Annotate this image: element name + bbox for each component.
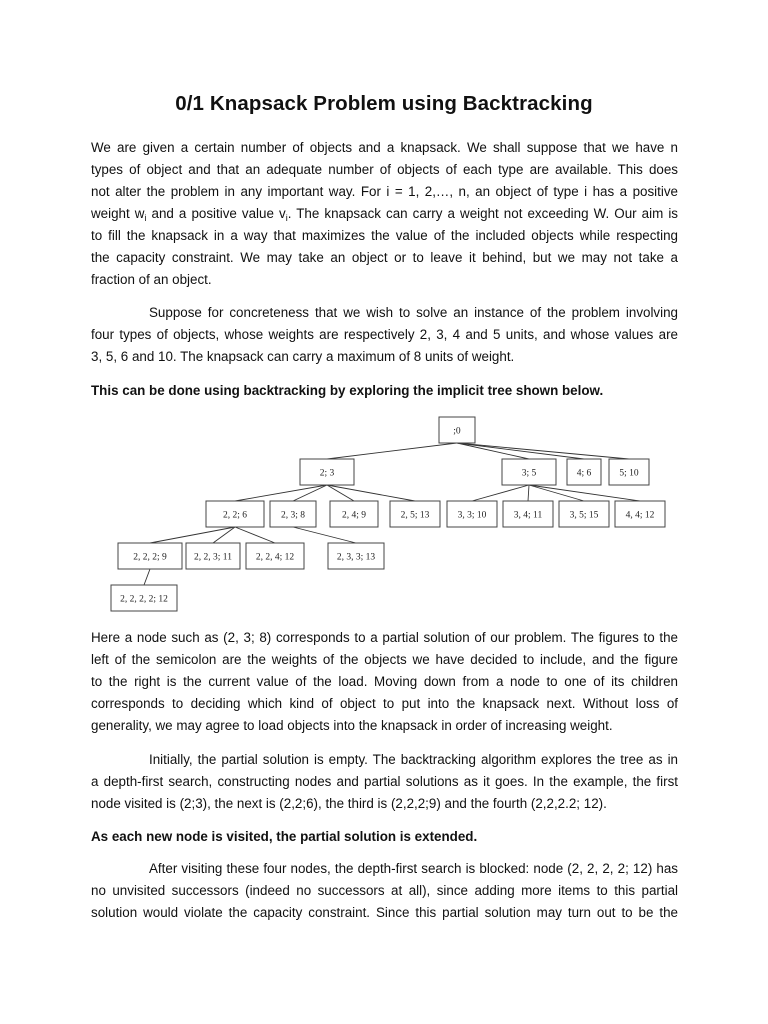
intro-line-1: We are given a certain number of objects and a knapsack. We shall suppose that we have n [91,140,678,155]
search-line-1: Initially, the partial solution is empty. The backtracking algorithm explores the tree as in [149,752,678,767]
intro-line-7: fraction of an object. [91,272,212,287]
search-line-3: node visited is (2;3), the next is (2,2;6), the third is (2,2,2;9) and the fourth (2,2,2.2; 12). [91,796,607,811]
tree-node-label: 3, 3; 10 [457,510,487,521]
tree-node-label: 2, 2, 2, 2; 12 [120,594,168,605]
tree-edge-root-n510 [457,443,629,459]
intro-line-4-post: . The knapsack can carry a weight not exceeding W. Our aim is [287,206,678,221]
tree-node-label: 5; 10 [619,468,639,479]
tree-edge-n35-n3411 [528,485,529,501]
tree-node-n23 [300,459,354,485]
tree-node-n3515 [559,501,609,527]
tree-node-label: 2, 2, 4; 12 [255,552,295,563]
search-line-2: a depth-first search, constructing nodes and partial solutions as it goes. In the example, the first [91,774,678,789]
tree-edge-root-n46 [457,443,584,459]
instance-line-2: four types of objects, whose weights are respectively 2, 3, 4 and 5 units, and whose values are [91,327,678,342]
tree-node-n3310 [447,501,497,527]
tree-node-n35 [502,459,556,485]
value-subscript: i [285,213,288,223]
tree-node-label: 3, 4; 11 [513,510,543,521]
blocked-line-3: solution would violate the capacity constraint. Since this partial solution may turn out to be the [91,905,678,920]
intro-line-5: to fill the knapsack in a way that maximizes the value of the included objects while respecting [91,228,678,243]
tree-node-label: 2, 2, 3; 11 [194,552,232,563]
tree-node-n238 [270,501,316,527]
intro-paragraph [91,137,678,291]
tree-node-n46 [567,459,601,485]
tree-node-n249 [330,501,378,527]
tree-edge-n35-n3310 [472,485,529,501]
tree-edge-n238-n23313 [293,527,356,543]
tree-node-label: 3; 5 [521,468,537,479]
search-paragraph [91,749,678,815]
node-meaning-line-3: to the right is the current value of the load. Moving down from a node to one of its children [91,674,678,689]
tree-edge-n35-n3515 [529,485,584,501]
intro-line-4 [91,203,678,225]
instance-line-1: Suppose for concreteness that we wish to solve an instance of the problem involving [149,305,678,320]
node-meaning-line-5: generality, we may agree to load objects into the knapsack in order of increasing weight. [91,718,613,733]
tree-edge-n23-n226 [235,485,327,501]
tree-node-label: 4; 6 [576,468,592,479]
intro-line-2: types of object and that an adequate number of objects of each type are available. This does [91,162,678,177]
intro-line-4-mid: and a positive value v [146,206,286,221]
weight-subscript: i [144,213,147,223]
tree-node-n4412 [615,501,665,527]
tree-node-root [439,417,475,443]
tree-node-label: 2, 3; 8 [280,510,306,521]
tree-node-label: 2, 4; 9 [341,510,367,521]
tree-node-label: ;0 [453,426,461,437]
tree-node-n510 [609,459,649,485]
tree-node-label: 2, 5; 13 [400,510,430,521]
node-meaning-line-2: left of the semicolon are the weights of the objects we have decided to include, and the figure [91,652,678,667]
tree-node-n2513 [390,501,440,527]
extension-paragraph [91,826,678,848]
tree-node-n22412 [246,543,304,569]
tree-node-label: 4, 4; 12 [625,510,655,521]
tree-node-n222212 [111,585,177,611]
instance-line-3: 3, 5, 6 and 10. The knapsack can carry a maximum of 8 units of weight. [91,349,515,364]
tree-edge-n226-n22412 [235,527,275,543]
tree-node-label: 2, 3, 3; 13 [336,552,376,563]
blocked-line-2: no unvisited successors (indeed no successors at all), since adding more items to this partial [91,883,678,898]
intro-line-4-pre: weight w [91,206,145,221]
tree-intro-paragraph [91,380,678,402]
tree-node-label: 3, 5; 15 [569,510,599,521]
blocked-line-1: After visiting these four nodes, the depth-first search is blocked: node (2, 2, 2, 2; 12) has [149,861,678,876]
tree-edge-n2229-n222212 [144,569,150,585]
tree-intro-line: This can be done using backtracking by exploring the implicit tree shown below. [91,383,604,398]
node-meaning-line-1: Here a node such as (2, 3; 8) corresponds to a partial solution of our problem. The figures to the [91,630,678,645]
tree-edge-root-n23 [327,443,457,459]
tree-node-n226 [206,501,264,527]
tree-node-label: 2; 3 [319,468,335,479]
node-meaning-line-4: corresponds to deciding which kind of object to put into the knapsack next. Without loss of [91,696,678,711]
tree-node-label: 2, 2, 2; 9 [133,552,167,563]
intro-line-3: not alter the problem in any important way. For i = 1, 2,…, n, an object of type i has a positive [91,184,678,199]
implicit-tree-diagram [0,405,768,625]
tree-node-n23313 [328,543,384,569]
tree-node-n22311 [186,543,240,569]
node-meaning-paragraph [91,627,678,737]
tree-edge-n35-n4412 [529,485,640,501]
blocked-paragraph [91,858,678,924]
tree-node-label: 2, 2; 6 [222,510,248,521]
extension-line: As each new node is visited, the partial solution is extended. [91,829,478,844]
intro-line-6: the capacity constraint. We may take an object or to leave it behind, but we may not take a [91,250,678,265]
tree-node-n3411 [503,501,553,527]
tree-edge-n226-n2229 [150,527,235,543]
tree-edge-n23-n238 [293,485,327,501]
page-title: 0/1 Knapsack Problem using Backtracking [175,92,593,115]
tree-node-n2229 [118,543,182,569]
instance-paragraph [91,302,678,368]
